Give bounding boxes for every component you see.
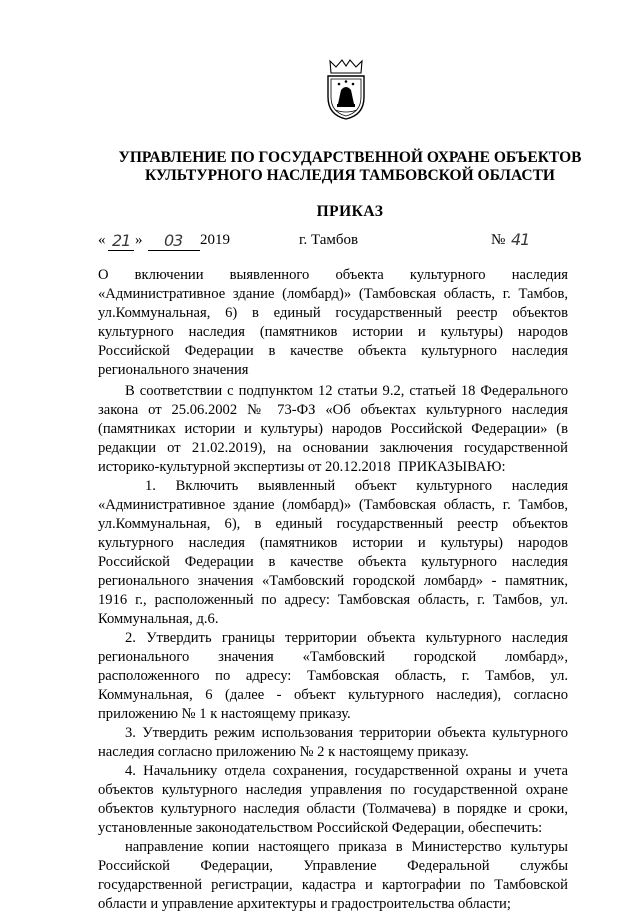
preamble-paragraph <box>98 382 568 477</box>
date-day-underline <box>108 250 134 251</box>
date-number-row <box>98 232 568 254</box>
date-open-quote: « <box>98 232 106 248</box>
order-body <box>98 382 568 914</box>
organization-name-line1: УПРАВЛЕНИЕ ПО ГОСУДАРСТВЕННОЙ ОХРАНЕ ОБЪЕКТОВ <box>118 149 582 166</box>
item-4-subitem-1: направление копии настоящего приказа в Министерство культуры Российской Федерации, Управление Федеральной службы государственной регистрации, кадастра и картографии по Тамбовской области и управление архитектуры и градостроительства области; <box>98 839 568 912</box>
subject-text: «Административное здание (ломбард)» (Тамбовская область, г. Тамбов, ул.Коммунальная, 6) в единый государственный реестр объектов культурного наследия (памятников истории и культуры) народов Российской Федерации в качестве объекта культурного наследия регионального значения <box>98 286 568 378</box>
date-month: 03 <box>164 231 183 250</box>
order-word: ПРИКАЗЫВАЮ: <box>398 459 506 475</box>
coat-of-arms-icon <box>324 57 368 121</box>
number-label: № <box>491 232 506 248</box>
date-month-underline <box>148 250 200 251</box>
preamble-text: В соответствии с подпунктом 12 статьи 9.2, статьей 18 Федерального закона от 25.06.2002 № 73-ФЗ «Об объектах культурного наследия (памятниках истории и культуры) народов Российской Федерации» (в редакции от 21.02.2019), на основании заключения государственной историко-культурной экспертизы от 20.12.2018 <box>98 383 568 475</box>
order-number: 41 <box>511 230 530 249</box>
organization-name-line2: КУЛЬТУРНОГО НАСЛЕДИЯ ТАМБОВСКОЙ ОБЛАСТИ <box>145 167 555 184</box>
document-type-title: ПРИКАЗ <box>316 203 384 220</box>
item-3-text: 3. Утвердить режим использования территории объекта культурного наследия согласно приложению № 2 к настоящему приказу. <box>98 725 568 760</box>
city-name: г. Тамбов <box>299 232 359 248</box>
item-1-text: «Административное здание (ломбард)» (Тамбовская область, г. Тамбов, ул.Коммунальная, 6), в единый государственный реестр объектов культурного наследия (памятников истории и культуры) народов Российской Федерации в качестве объекта культурного наследия регионального значения «Тамбовский городской ломбард» - памятник, 1916 г., расположенный по адресу: Тамбовская область, г. Тамбов, ул. Коммунальная, д.6. <box>98 497 568 627</box>
item-4-text: 4. Начальнику отдела сохранения, государственной охраны и учета объектов культурного наследия управления по государственной охране объектов культурного наследия области (Толмачева) в порядке и сроки, установленные законодательством Российской Федерации, обеспечить: <box>98 763 568 836</box>
order-subject <box>98 266 568 380</box>
item-2-text: 2. Утвердить границы территории объекта культурного наследия регионального значения «Тамбовский городской ломбард», расположенного по адресу: Тамбовская область, г. Тамбов, ул. Коммунальная, 6 (далее - объект культурного наследия), согласно приложению № 1 к настоящему приказу. <box>98 630 568 722</box>
date-close-quote: » <box>135 232 143 248</box>
item-1-first-line: 1. Включить выявленный объект культурного наследия <box>145 478 568 494</box>
date-day: 21 <box>112 231 131 250</box>
date-year: 2019 <box>200 232 230 248</box>
subject-line-1: О включении выявленного объекта культурного наследия <box>98 267 568 283</box>
